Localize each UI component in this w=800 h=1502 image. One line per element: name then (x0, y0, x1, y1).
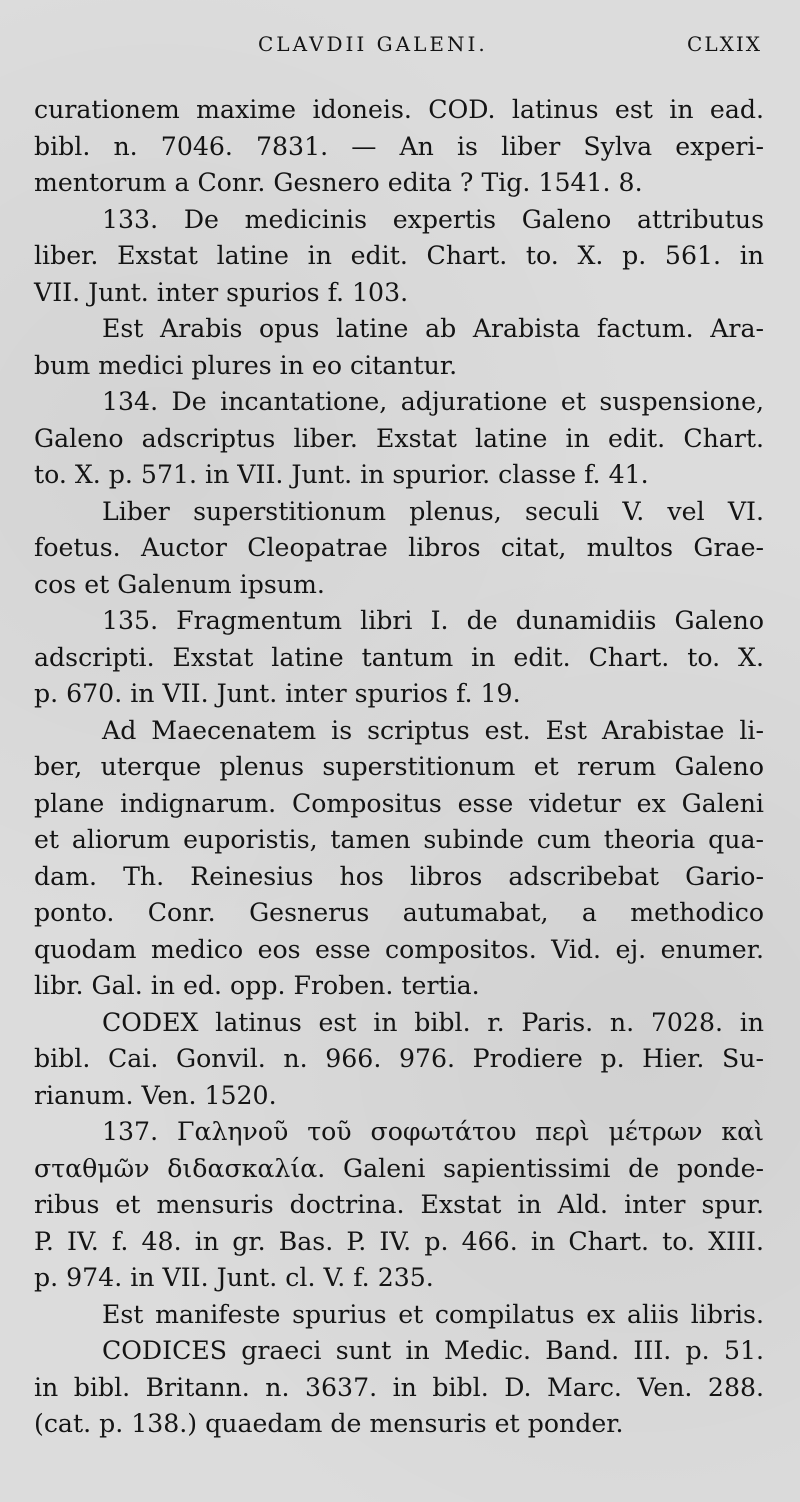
text-line: bibl. Cai. Gonvil. n. 966. 976. Prodiere p. Hier. Su- (34, 1044, 764, 1073)
text-line: dam. Th. Reinesius hos libros adscribebat Gario- (34, 861, 764, 891)
text-line: mentorum a Conr. Gesnero edita ? Tig. 1541. 8. (34, 168, 643, 197)
text-line: ribus et mensuris doctrina. Exstat in Ald. inter spur. (34, 1190, 764, 1219)
entry-heading-134: 134. De incantatione, adjuratione et suspensione, (102, 387, 764, 416)
text-line: adscripti. Exstat latine tantum in edit. Chart. to. X. (34, 642, 764, 672)
text-line: p. 670. in VII. Junt. inter spurios f. 19. (34, 679, 521, 708)
text-line: CODICES graeci sunt in Medic. Band. III. p. 51. (102, 1336, 764, 1365)
text-line: Galeno adscriptus liber. Exstat latine in edit. Chart. (34, 423, 764, 453)
text-line: bibl. n. 7046. 7831. — An is liber Sylva experi- (34, 131, 764, 161)
text-line: Est Arabis opus latine ab Arabista factum. Ara- (102, 314, 764, 343)
text-line: Ad Maecenatem is scriptus est. Est Arabistae li- (102, 715, 764, 745)
text-line: to. X. p. 571. in VII. Junt. in spurior. classe f. 41. (34, 460, 649, 489)
body-text (34, 92, 764, 1443)
text-line: p. 974. in VII. Junt. cl. V. f. 235. (34, 1263, 434, 1292)
folio-number: CLXIX (687, 32, 762, 56)
entry-heading-137: 137. Γαληνοῦ τοῦ σοφωτάτου περὶ μέτρων καὶ (102, 1117, 764, 1146)
running-head (0, 32, 800, 62)
text-line: in bibl. Britann. n. 3637. in bibl. D. Marc. Ven. 288. (34, 1372, 764, 1402)
text-line: bum medici plures in eo citantur. (34, 350, 458, 380)
text-line: libr. Gal. in ed. opp. Froben. tertia. (34, 971, 480, 1000)
text-line: σταθμῶν διδασκαλία. Galeni sapientissimi de ponde- (34, 1153, 764, 1183)
entry-heading-133: 133. De medicinis expertis Galeno attributus (102, 204, 764, 234)
text-line: Liber superstitionum plenus, seculi V. vel VI. (102, 496, 764, 526)
text-line: CODEX latinus est in bibl. r. Paris. n. 7028. in (102, 1007, 764, 1037)
text-line: foetus. Auctor Cleopatrae libros citat, multos Grae- (34, 533, 764, 562)
text-line: quodam medico eos esse compositos. Vid. ej. enumer. (34, 934, 764, 964)
text-line: et aliorum euporistis, tamen subinde cum theoria qua- (34, 825, 764, 854)
text-line: plane indignarum. Compositus esse videtur ex Galeni (34, 788, 764, 818)
running-title: CLAVDII GALENI. (258, 32, 488, 56)
text-line: VII. Junt. inter spurios f. 103. (34, 277, 409, 307)
text-line: (cat. p. 138.) quaedam de mensuris et ponder. (34, 1409, 624, 1438)
text-line: liber. Exstat latine in edit. Chart. to. X. p. 561. in (34, 241, 764, 270)
text-line: Est manifeste spurius et compilatus ex aliis libris. (102, 1299, 764, 1329)
text-line: cos et Galenum ipsum. (34, 569, 325, 599)
text-line: ber, uterque plenus superstitionum et rerum Galeno (34, 752, 764, 781)
entry-heading-135: 135. Fragmentum libri I. de dunamidiis Galeno (102, 606, 764, 635)
text-line: curationem maxime idoneis. COD. latinus est in ead. (34, 95, 764, 124)
text-line: rianum. Ven. 1520. (34, 1080, 277, 1110)
text-line: ponto. Conr. Gesnerus autumabat, a methodico (34, 898, 764, 927)
text-line: P. IV. f. 48. in gr. Bas. P. IV. p. 466. in Chart. to. XIII. (34, 1226, 764, 1256)
